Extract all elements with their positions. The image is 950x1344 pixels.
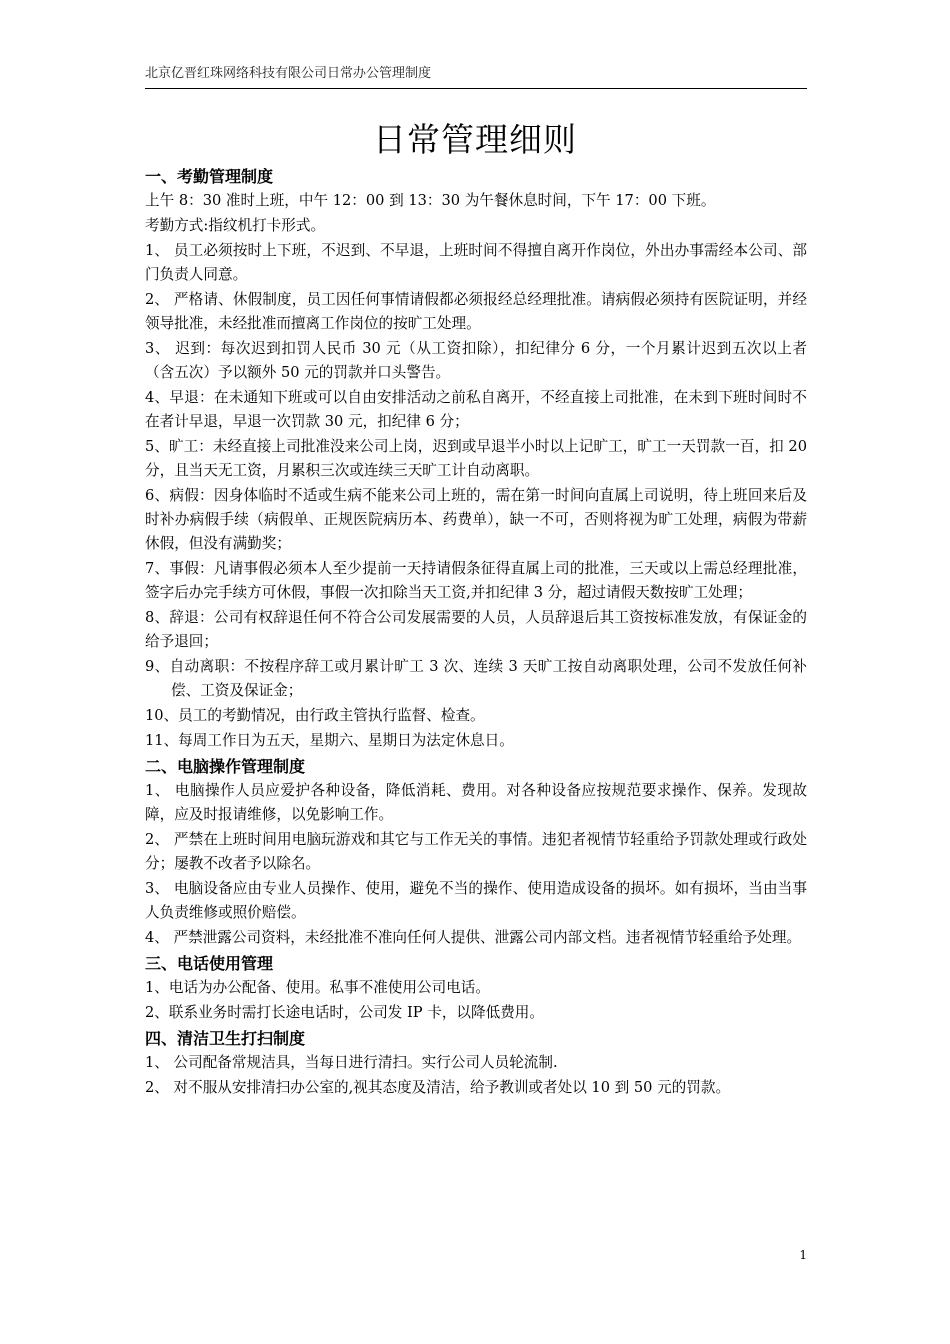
paragraph: 7、事假：凡请事假必须本人至少提前一天持请假条征得直属上司的批准，三天或以上需总经理批准，签字后办完手续方可休假，事假一次扣除当天工资,并扣纪律 3 分，超过请假天数按旷工处理； xyxy=(145,560,807,601)
paragraph: 2、联系业务时需打长途电话时，公司发 IP 卡，以降低费用。 xyxy=(145,1004,544,1021)
paragraph: 1、 公司配备常规洁具，当每日进行清扫。实行公司人员轮流制. xyxy=(145,1054,558,1071)
paragraph: 1、电话为办公配备、使用。私事不准使用公司电话。 xyxy=(145,979,490,996)
section-cleaning xyxy=(145,1026,807,1100)
paragraph: 3、 电脑设备应由专业人员操作、使用，避免不当的操作、使用造成设备的损坏。如有损坏，当由当事人负责维修或照价赔偿。 xyxy=(145,880,807,921)
page-header: 北京亿晋红珠网络科技有限公司日常办公管理制度 xyxy=(145,66,807,89)
paragraph: 10、员工的考勤情况，由行政主管执行监督、检查。 xyxy=(145,707,485,724)
paragraph: 4、 严禁泄露公司资料，未经批准不准向任何人提供、泄露公司内部文档。违者视情节轻重给予处理。 xyxy=(145,929,802,946)
section-heading: 四、清洁卫生打扫制度 xyxy=(145,1029,306,1048)
paragraph: 6、病假：因身体临时不适或生病不能来公司上班的，需在第一时间向直属上司说明，待上班回来后及时补办病假手续（病假单、正规医院病历本、药费单），缺一不可，否则将视为旷工处理，病假为带薪休假，但没有满勤奖； xyxy=(145,487,807,552)
paragraph: 2、 对不服从安排清扫办公室的,视其态度及清洁，给予教训或者处以 10 到 50 元的罚款。 xyxy=(145,1079,731,1096)
document-body xyxy=(145,164,807,1101)
paragraph: 1、 电脑操作人员应爱护各种设备，降低消耗、费用。对各种设备应按规范要求操作、保养。发现故障，应及时报请维修，以免影响工作。 xyxy=(145,782,807,823)
paragraph: 2、 严禁在上班时间用电脑玩游戏和其它与工作无关的事情。违犯者视情节轻重给予罚款处理或行政处分；屡教不改者予以除名。 xyxy=(145,831,807,872)
page-number: 1 xyxy=(799,1248,807,1262)
paragraph: 4、早退：在未通知下班或可以自由安排活动之前私自离开，不经直接上司批准，在未到下班时间时不在者计早退，早退一次罚款 30 元，扣纪律 6 分； xyxy=(145,389,807,430)
paragraph: 考勤方式:指纹机打卡形式。 xyxy=(145,217,326,234)
paragraph: 1、 员工必须按时上下班，不迟到、不早退，上班时间不得擅自离开作岗位，外出办事需经本公司、部门负责人同意。 xyxy=(145,242,807,283)
paragraph: 5、旷工：未经直接上司批准没来公司上岗，迟到或早退半小时以上记旷工，旷工一天罚款一百，扣 20 分，且当天无工资，月累积三次或连续三天旷工计自动离职。 xyxy=(145,438,807,479)
section-heading: 三、电话使用管理 xyxy=(145,954,274,973)
paragraph: 上午 8：30 准时上班，中午 12：00 到 13：30 为午餐休息时间，下午 17：00 下班。 xyxy=(145,192,716,209)
paragraph: 3、 迟到：每次迟到扣罚人民币 30 元（从工资扣除），扣纪律分 6 分，一个月累计迟到五次以上者（含五次）予以额外 50 元的罚款并口头警告。 xyxy=(145,340,807,381)
paragraph: 2、 严格请、休假制度，员工因任何事情请假都必须报经总经理批准。请病假必须持有医院证明，并经领导批准，未经批准而擅离工作岗位的按旷工处理。 xyxy=(145,291,807,332)
section-attendance xyxy=(145,164,807,753)
document-title: 日常管理细则 xyxy=(373,120,577,159)
section-heading: 一、考勤管理制度 xyxy=(145,167,274,186)
paragraph: 8、辞退：公司有权辞退任何不符合公司发展需要的人员，人员辞退后其工资按标准发放，有保证金的给予退回； xyxy=(145,609,807,650)
section-computer xyxy=(145,754,807,950)
paragraph: 9、自动离职：不按程序辞工或月累计旷工 3 次、连续 3 天旷工按自动离职处理，公司不发放任何补偿、工资及保证金； xyxy=(145,658,807,699)
section-phone xyxy=(145,951,807,1025)
paragraph: 11、每周工作日为五天，星期六、星期日为法定休息日。 xyxy=(145,732,514,749)
section-heading: 二、电脑操作管理制度 xyxy=(145,757,306,776)
